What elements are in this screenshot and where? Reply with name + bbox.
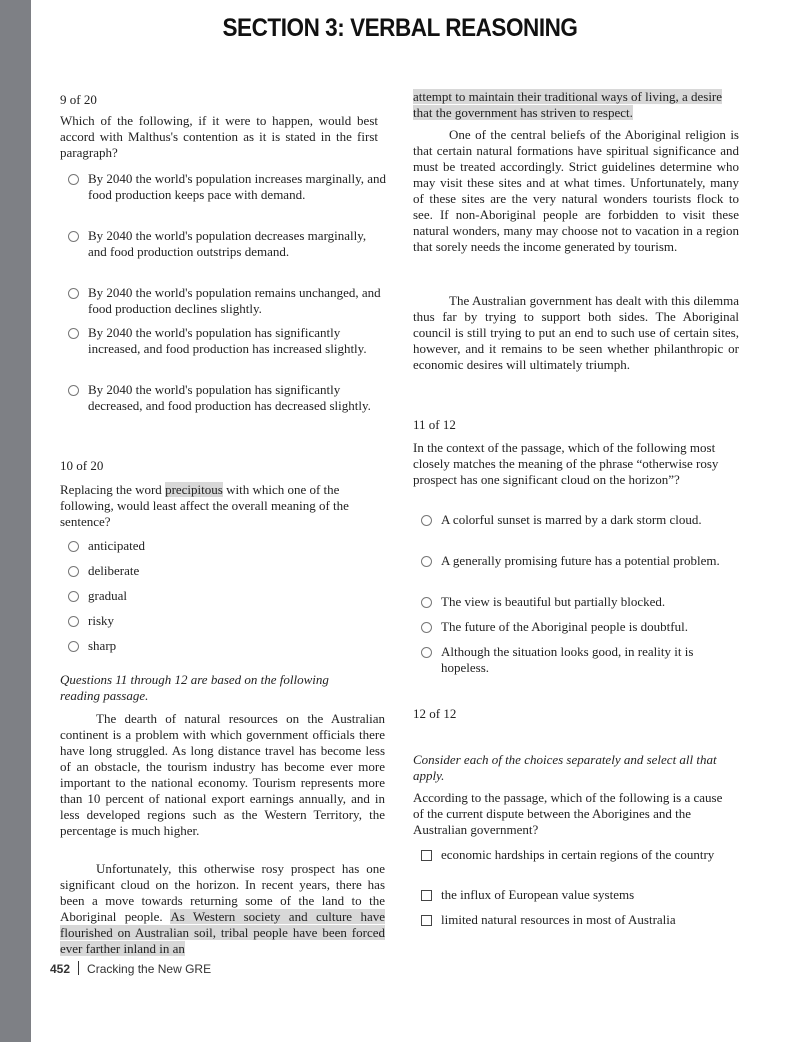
option-label: By 2040 the world's population has significantly decreased, and food production has decreased slightly. bbox=[88, 382, 371, 413]
passage-intro: Questions 11 through 12 are based on the following reading passage. bbox=[60, 672, 329, 703]
q11-option-c[interactable] bbox=[413, 594, 741, 610]
q11-option-b[interactable] bbox=[413, 553, 741, 569]
q9-option-b[interactable] bbox=[60, 228, 388, 260]
radio-button[interactable] bbox=[68, 231, 79, 242]
option-label: By 2040 the world's population remains unchanged, and food production declines slightly. bbox=[88, 285, 381, 316]
radio-button[interactable] bbox=[68, 541, 79, 552]
passage-paragraph-3: One of the central beliefs of the Aboriginal religion is that certain natural formations have spiritual significance and must be treated accordingly. Strict guidelines determine who may visit these sites and at what times. Unfortunately, many of these sites are the very natural wonders tourists flock to see. If non-Aboriginal people are forbidden to visit these natural wonders, many may choose not to vacation in a region that sorely needs the income generated by tourism. bbox=[413, 127, 739, 254]
book-title: Cracking the New GRE bbox=[87, 962, 212, 976]
option-label: By 2040 the world's population has significantly increased, and food production has increased slightly. bbox=[88, 325, 367, 356]
checkbox[interactable] bbox=[421, 890, 432, 901]
option-label: sharp bbox=[88, 638, 117, 653]
option-label: gradual bbox=[88, 588, 127, 603]
radio-button[interactable] bbox=[68, 616, 79, 627]
option-label: risky bbox=[88, 613, 114, 628]
passage-paragraph-4: The Australian government has dealt with this dilemma thus far by trying to support both sides. The Aboriginal council is still trying to put an end to such use of certain sites, however, and it remains to be seen whether philanthropic or economic desires will ultimately triumph. bbox=[413, 293, 739, 372]
page-edge-bar bbox=[0, 0, 31, 1042]
q11-number: 11 of 12 bbox=[413, 417, 456, 432]
q9-option-e[interactable] bbox=[60, 382, 388, 414]
radio-button[interactable] bbox=[68, 328, 79, 339]
option-label: By 2040 the world's population decreases marginally, and food production outstrips demand. bbox=[88, 228, 367, 259]
q10-option-a[interactable] bbox=[60, 538, 388, 554]
highlighted-text: attempt to maintain their traditional ways of living, a desire that the government has striven to respect. bbox=[413, 89, 723, 120]
option-label: limited natural resources in most of Australia bbox=[441, 912, 676, 927]
divider bbox=[78, 961, 79, 975]
checkbox[interactable] bbox=[421, 915, 432, 926]
q12-option-a[interactable] bbox=[413, 847, 741, 863]
checkbox[interactable] bbox=[421, 850, 432, 861]
option-label: anticipated bbox=[88, 538, 146, 553]
radio-button[interactable] bbox=[68, 385, 79, 396]
q9-option-c[interactable] bbox=[60, 285, 388, 317]
q12-option-b[interactable] bbox=[413, 887, 741, 903]
q12-option-c[interactable] bbox=[413, 912, 741, 928]
option-label: A generally promising future has a potential problem. bbox=[441, 553, 720, 568]
page-number: 452 bbox=[50, 962, 71, 976]
q9-number: 9 of 20 bbox=[60, 92, 97, 107]
section-title: SECTION 3: VERBAL REASONING bbox=[222, 14, 578, 42]
q10-option-b[interactable] bbox=[60, 563, 388, 579]
option-label: A colorful sunset is marred by a dark storm cloud. bbox=[441, 512, 702, 527]
highlighted-text: As Western society and culture have flourished on Australian soil, tribal people have been forced ever farther inland in an bbox=[60, 909, 385, 956]
q10-number: 10 of 20 bbox=[60, 458, 104, 473]
option-label: The view is beautiful but partially blocked. bbox=[441, 594, 666, 609]
passage-paragraph-2-continued bbox=[413, 89, 741, 121]
radio-button[interactable] bbox=[421, 622, 432, 633]
q9-option-d[interactable] bbox=[60, 325, 388, 357]
radio-button[interactable] bbox=[421, 556, 432, 567]
q11-option-d[interactable] bbox=[413, 619, 741, 635]
q11-option-a[interactable] bbox=[413, 512, 741, 528]
radio-button[interactable] bbox=[68, 288, 79, 299]
radio-button[interactable] bbox=[68, 641, 79, 652]
option-label: Although the situation looks good, in reality it is hopeless. bbox=[441, 644, 694, 675]
option-label: The future of the Aboriginal people is doubtful. bbox=[441, 619, 688, 634]
q9-option-a[interactable] bbox=[60, 171, 388, 203]
option-label: deliberate bbox=[88, 563, 140, 578]
radio-button[interactable] bbox=[68, 566, 79, 577]
q12-number: 12 of 12 bbox=[413, 706, 457, 721]
q12-prompt: According to the passage, which of the following is a cause of the current dispute between the Aborigines and the Australian government? bbox=[413, 790, 723, 837]
radio-button[interactable] bbox=[421, 597, 432, 608]
radio-button[interactable] bbox=[421, 515, 432, 526]
passage-paragraph-1: The dearth of natural resources on the Australian continent is a problem with which government officials there have long struggled. As long distance travel has become less of an obstacle, the tourism industry has become ever more important to the national economy. Tourism represents more than 10 percent of national export earnings annually, and in less developed regions such as the Western Territory, the percentage is much higher. bbox=[60, 711, 385, 838]
page-footer bbox=[50, 961, 211, 977]
q11-prompt: In the context of the passage, which of the following most closely matches the meaning of the phrase “otherwise rosy prospect has one significant cloud on the horizon”? bbox=[413, 440, 719, 487]
option-label: economic hardships in certain regions of the country bbox=[441, 847, 715, 862]
radio-button[interactable] bbox=[68, 174, 79, 185]
highlighted-word: precipitous bbox=[165, 482, 223, 497]
q9-prompt: Which of the following, if it were to happen, would best accord with Malthus's contention as it is stated in the first paragraph? bbox=[60, 113, 378, 160]
radio-button[interactable] bbox=[68, 591, 79, 602]
q10-prompt: Replacing the word precipitous with which one of the following, would least affect the overall meaning of the sentence? bbox=[60, 482, 349, 529]
q12-instruction: Consider each of the choices separately and select all that apply. bbox=[413, 752, 717, 783]
q10-option-c[interactable] bbox=[60, 588, 388, 604]
radio-button[interactable] bbox=[421, 647, 432, 658]
q10-option-d[interactable] bbox=[60, 613, 388, 629]
q10-option-e[interactable] bbox=[60, 638, 388, 654]
q11-option-e[interactable] bbox=[413, 644, 741, 676]
option-label: the influx of European value systems bbox=[441, 887, 635, 902]
option-label: By 2040 the world's population increases marginally, and food production keeps pace with demand. bbox=[88, 171, 387, 202]
passage-paragraph-2: Unfortunately, this otherwise rosy prospect has one significant cloud on the horizon. In recent years, there has been a move towards returning some of the land to the Aboriginal people. As Western society and culture have flourished on Australian soil, tribal people have been forced ever farther inland in an bbox=[60, 861, 385, 956]
